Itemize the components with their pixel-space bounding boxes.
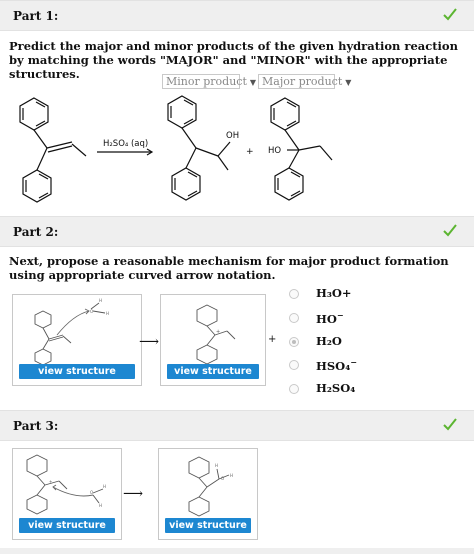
view-structure-button[interactable]: view structure xyxy=(165,518,251,533)
radio-button-selected[interactable] xyxy=(289,337,299,347)
chevron-down-icon: ▼ xyxy=(249,78,257,87)
part3-title: Part 3: xyxy=(13,419,59,433)
structure-card-3[interactable] xyxy=(12,448,122,540)
option-label: H₂O xyxy=(316,334,342,348)
radio-button[interactable] xyxy=(289,289,299,299)
option-label: H₃O+ xyxy=(316,286,352,300)
radio-button[interactable] xyxy=(289,384,299,394)
part1-question: Predict the major and minor products of the given hydration reaction by matching the words "MAJOR" and "MINOR" with the appropriate structures. xyxy=(9,39,458,81)
svg-text:H: H xyxy=(99,298,103,303)
view-structure-button[interactable]: view structure xyxy=(19,364,135,379)
check-icon xyxy=(442,6,458,22)
mechanism-arrow: ⟶ xyxy=(139,334,160,350)
svg-text:H: H xyxy=(215,463,219,468)
major-product-dropdown[interactable] xyxy=(258,74,352,89)
check-icon xyxy=(442,222,458,238)
mechanism-drawing xyxy=(13,295,141,365)
view-structure-button[interactable]: view structure xyxy=(19,518,115,533)
minor-product-structure xyxy=(168,96,230,200)
reagent-label: H₂SO₄ (aq) xyxy=(103,139,149,149)
oh-label: OH xyxy=(226,131,240,141)
part1-reaction-scheme xyxy=(0,90,474,210)
mechanism-drawing xyxy=(13,449,121,519)
svg-text:H: H xyxy=(230,473,234,478)
check-icon xyxy=(442,416,458,432)
part2-question: Next, propose a reasonable mechanism for major product formation using appropriate curved arrow notation. xyxy=(9,254,449,282)
structure-card-2[interactable] xyxy=(160,294,266,386)
part1-header xyxy=(0,0,474,31)
svg-text:H: H xyxy=(103,484,107,489)
oxonium-drawing xyxy=(159,449,257,519)
part2-header xyxy=(0,216,474,247)
part4-header-edge xyxy=(0,548,474,554)
plus-sign: + xyxy=(246,147,254,157)
svg-text:O: O xyxy=(221,476,225,481)
radio-button[interactable] xyxy=(289,313,299,323)
minor-product-dropdown[interactable] xyxy=(162,74,257,89)
structure-card-1[interactable] xyxy=(12,294,142,386)
mechanism-arrow: ⟶ xyxy=(123,486,144,502)
part1-title: Part 1: xyxy=(13,9,59,23)
part3-header xyxy=(0,410,474,441)
dropdown-label: Major product xyxy=(262,75,343,88)
svg-text:+: + xyxy=(49,479,53,484)
carbocation-drawing xyxy=(161,295,265,365)
svg-text:+: + xyxy=(216,329,221,335)
svg-text:O: O xyxy=(90,490,94,495)
option-label: HO− xyxy=(316,310,344,326)
svg-text:H: H xyxy=(99,503,103,508)
plus-sign: + xyxy=(268,334,277,345)
structure-card-4[interactable] xyxy=(158,448,258,540)
dropdown-label: Minor product xyxy=(166,75,247,88)
ho-label: HO xyxy=(268,146,282,156)
option-label: HSO₄− xyxy=(316,357,357,373)
view-structure-button[interactable]: view structure xyxy=(167,364,259,379)
part2-title: Part 2: xyxy=(13,225,59,239)
radio-button[interactable] xyxy=(289,360,299,370)
chevron-down-icon: ▼ xyxy=(345,78,352,87)
svg-text:H: H xyxy=(106,311,110,316)
svg-text:O: O xyxy=(90,309,94,314)
option-label: H₂SO₄ xyxy=(316,381,356,395)
reactant-structure xyxy=(20,98,86,202)
